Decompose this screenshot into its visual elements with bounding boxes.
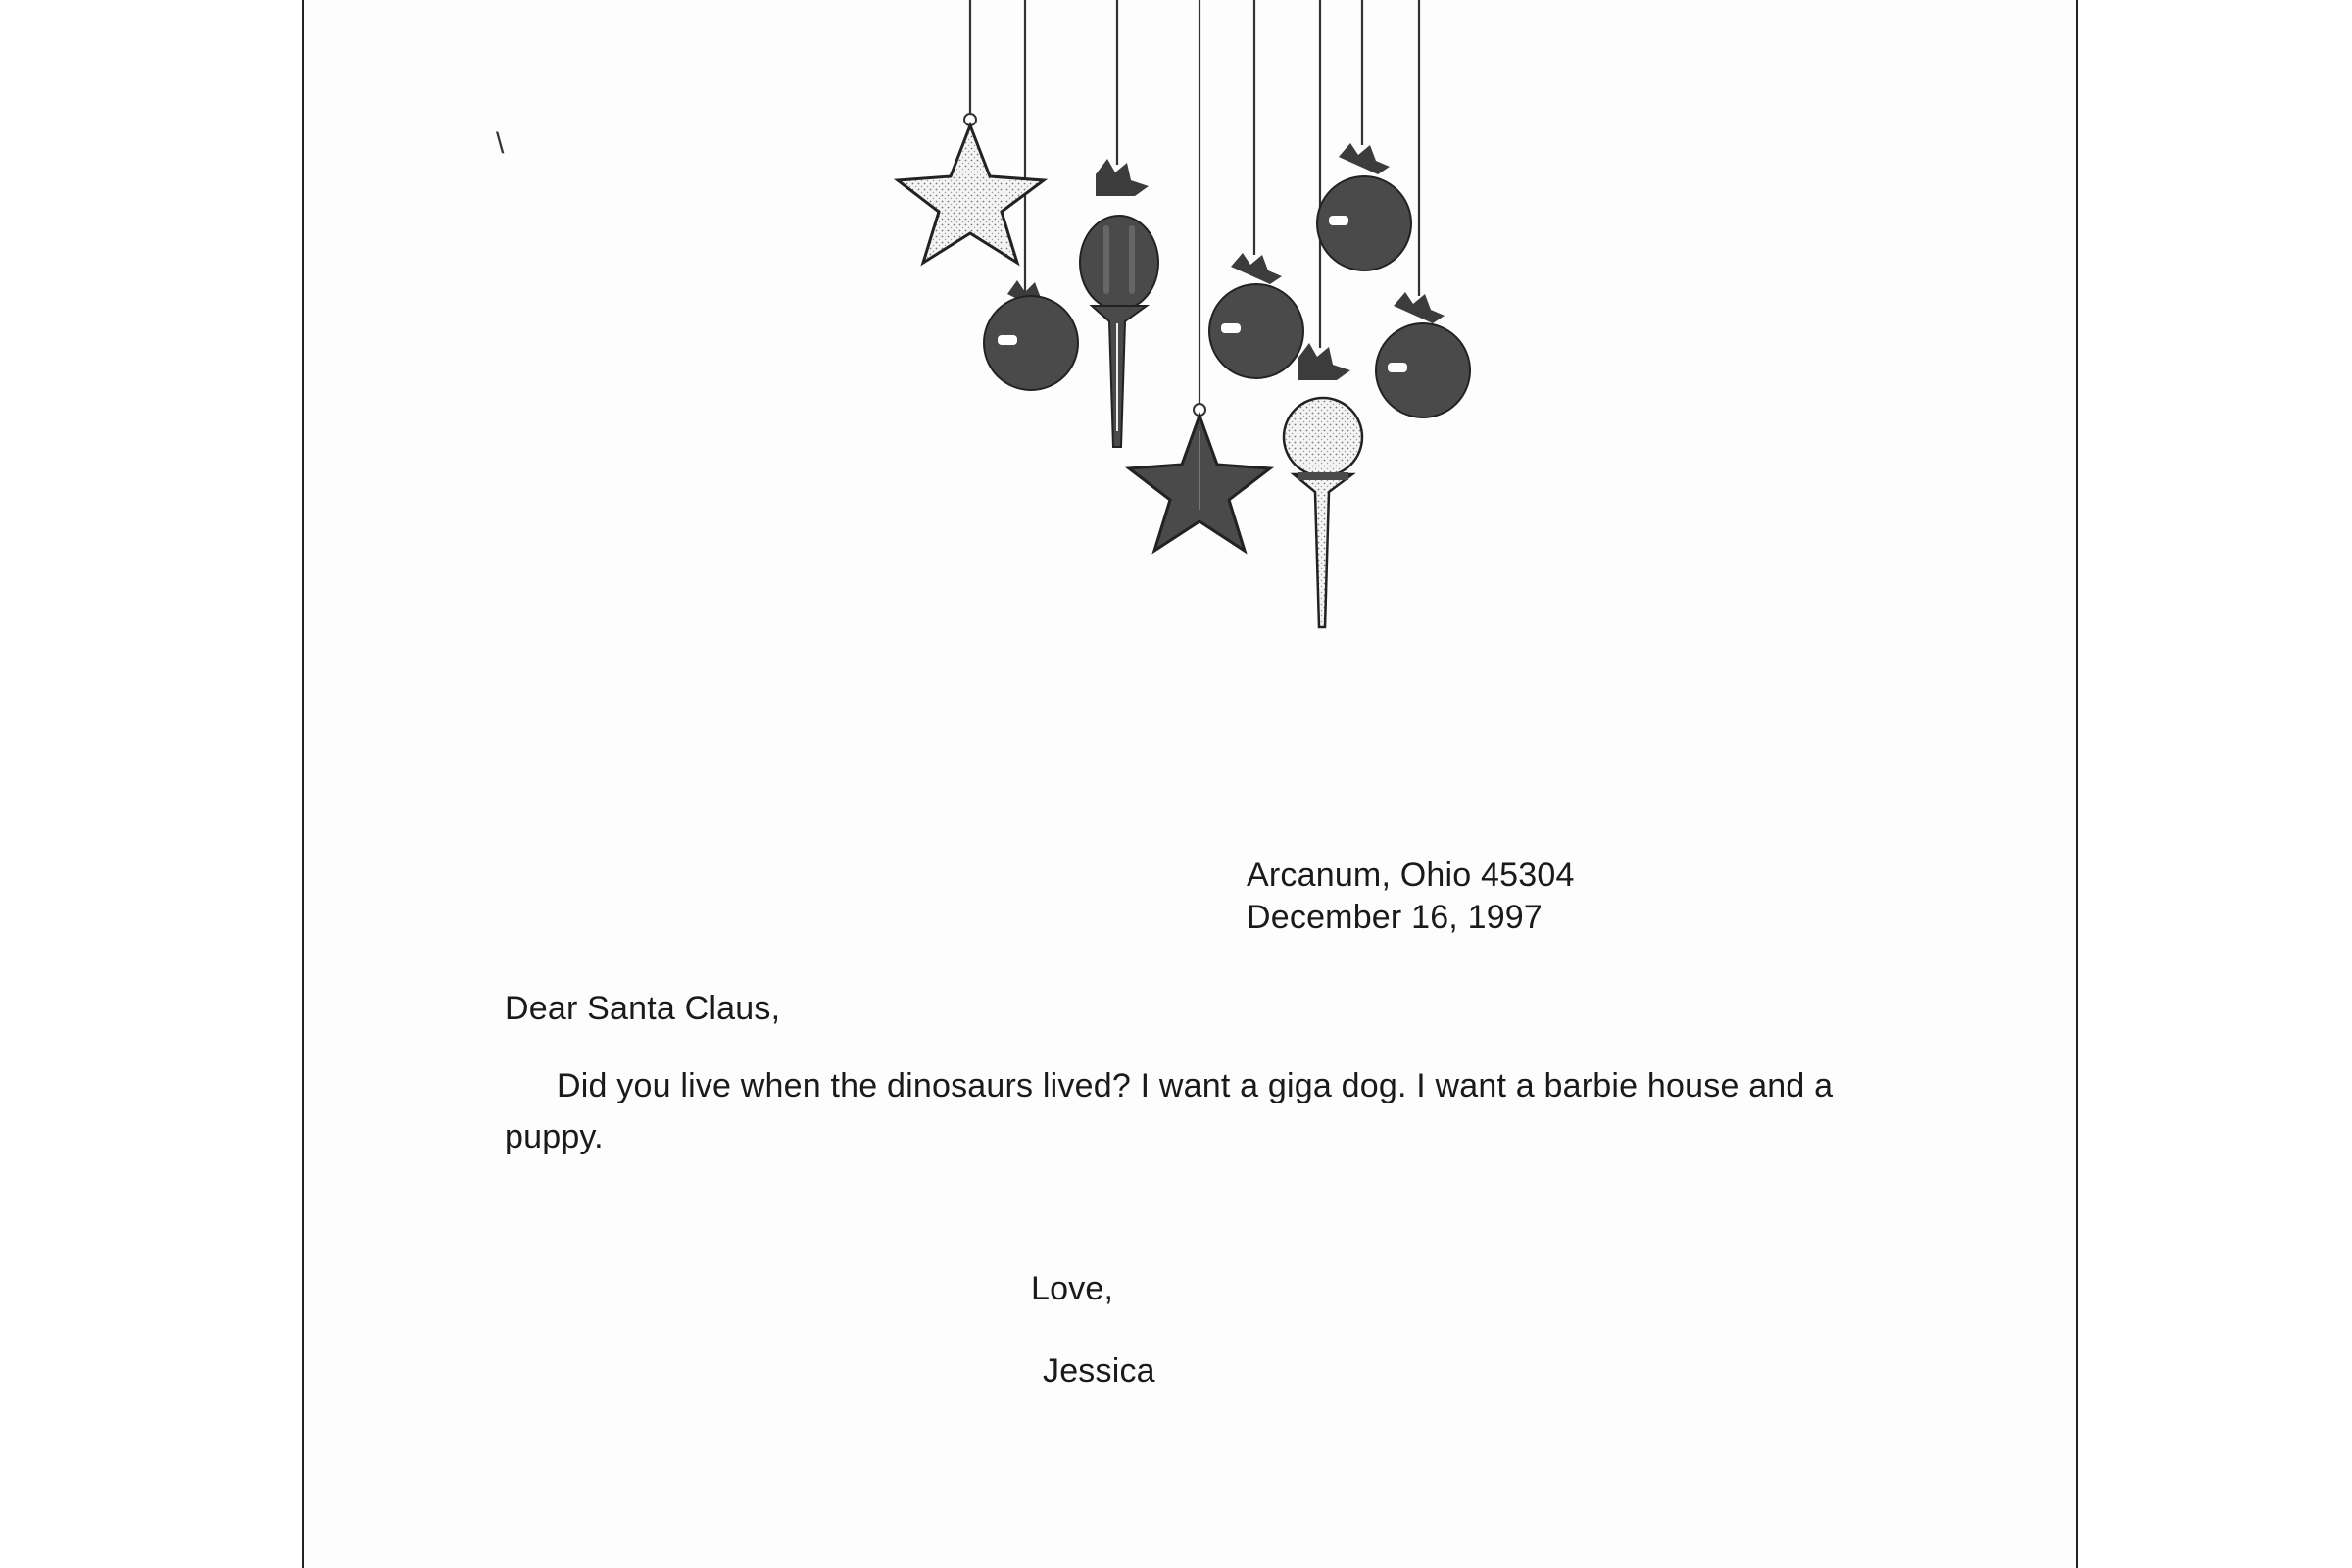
ball-ornament-right	[1376, 292, 1470, 417]
icicle-ornament-left	[1080, 159, 1158, 447]
hanging-ornaments-icon	[882, 0, 1490, 637]
salutation: Dear Santa Claus,	[505, 990, 781, 1027]
ball-ornament-left	[984, 280, 1078, 390]
letter-body: Did you live when the dinosaurs lived? I want a giga dog. I want a barbie house and a puppy.	[505, 1067, 1834, 1155]
letter-date: December 16, 1997	[1247, 899, 1544, 936]
ball-ornament-top-right	[1317, 143, 1411, 270]
sender-address: Arcanum, Ohio 45304	[1247, 857, 1575, 894]
icicle-ornament-right	[1284, 343, 1362, 627]
light-star-ornament	[898, 114, 1044, 263]
stray-mark: \	[496, 127, 505, 160]
dark-star-ornament	[1129, 404, 1270, 551]
closing: Love,	[1031, 1270, 1114, 1307]
ball-ornament-center	[1209, 253, 1303, 378]
signature: Jessica	[1043, 1352, 1155, 1390]
